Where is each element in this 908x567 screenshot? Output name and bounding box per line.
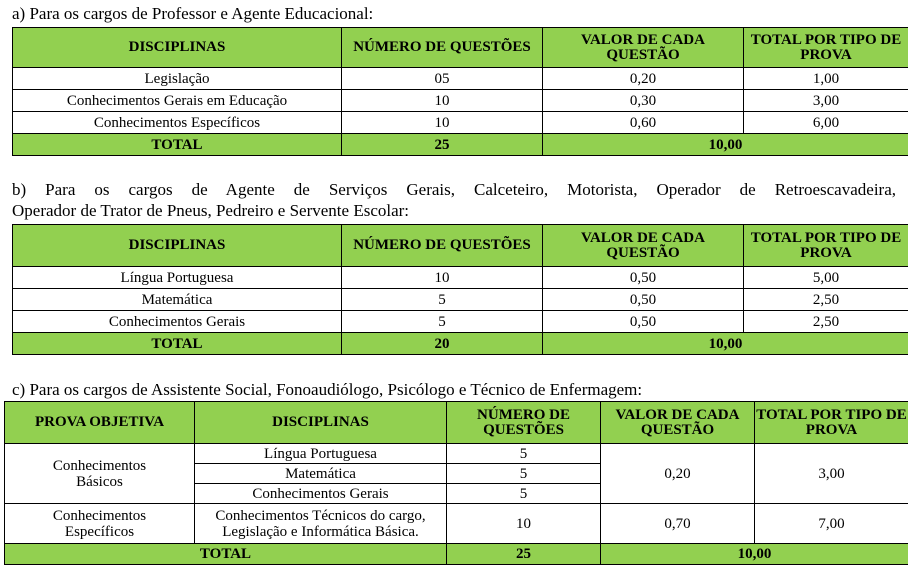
cell-total: 6,00 bbox=[744, 112, 908, 134]
header-total-prova: TOTAL POR TIPO DE PROVA bbox=[744, 28, 908, 68]
total-questoes: 25 bbox=[447, 544, 601, 565]
cell-questoes: 10 bbox=[447, 504, 601, 544]
table-row bbox=[13, 68, 908, 90]
header-prova-objetiva: PROVA OBJETIVA bbox=[5, 402, 195, 444]
table-c-header-row bbox=[5, 402, 908, 444]
cell-total: 3,00 bbox=[744, 90, 908, 112]
total-row bbox=[13, 333, 908, 355]
total-label: TOTAL bbox=[5, 544, 447, 565]
header-disciplinas: DISCIPLINAS bbox=[13, 225, 342, 267]
cell-total: 1,00 bbox=[744, 68, 908, 90]
cell-valor: 0,20 bbox=[601, 444, 755, 504]
cell-disciplina: Conhecimentos Gerais bbox=[13, 311, 342, 333]
cell-disciplina: Conhecimentos Gerais em Educação bbox=[13, 90, 342, 112]
total-valor: 10,00 bbox=[601, 544, 908, 565]
cell-total: 2,50 bbox=[744, 289, 908, 311]
cell-total: 2,50 bbox=[744, 311, 908, 333]
total-row bbox=[13, 134, 908, 156]
cell-valor: 0,60 bbox=[543, 112, 744, 134]
section-b-caption-line1: b) Para os cargos de Agente de Serviços Gerais, Calceteiro, Motorista, Operador de Retroescavadeira, bbox=[12, 180, 896, 199]
header-numero-questoes: NÚMERO DE QUESTÕES bbox=[342, 225, 543, 267]
cell-disciplina: Conhecimentos Técnicos do cargo, Legislação e Informática Básica. bbox=[195, 504, 447, 544]
total-questoes: 25 bbox=[342, 134, 543, 156]
cell-disciplina: Legislação bbox=[13, 68, 342, 90]
table-c bbox=[4, 401, 908, 565]
table-row bbox=[13, 311, 908, 333]
cell-questoes: 5 bbox=[447, 464, 601, 484]
cell-valor: 0,50 bbox=[543, 289, 744, 311]
header-total-prova: TOTAL POR TIPO DE PROVA bbox=[755, 402, 908, 444]
cell-valor: 0,30 bbox=[543, 90, 744, 112]
header-valor-questao: VALOR DE CADA QUESTÃO bbox=[601, 402, 755, 444]
section-c-caption: c) Para os cargos de Assistente Social, Fonoaudiólogo, Psicólogo e Técnico de Enfermagem: bbox=[12, 380, 643, 399]
cell-valor: 0,20 bbox=[543, 68, 744, 90]
header-disciplinas: DISCIPLINAS bbox=[195, 402, 447, 444]
cell-questoes: 10 bbox=[342, 112, 543, 134]
header-numero-questoes: NÚMERO DE QUESTÕES bbox=[342, 28, 543, 68]
cell-prova-especificos: Conhecimentos Específicos bbox=[5, 504, 195, 544]
table-row bbox=[13, 112, 908, 134]
table-row bbox=[13, 90, 908, 112]
cell-disciplina: Matemática bbox=[195, 464, 447, 484]
total-label: TOTAL bbox=[13, 134, 342, 156]
cell-disciplina: Língua Portuguesa bbox=[13, 267, 342, 289]
cell-disciplina: Conhecimentos Específicos bbox=[13, 112, 342, 134]
cell-valor: 0,70 bbox=[601, 504, 755, 544]
table-b-header-row bbox=[13, 225, 908, 267]
header-valor-questao: VALOR DE CADA QUESTÃO bbox=[543, 225, 744, 267]
cell-questoes: 5 bbox=[342, 289, 543, 311]
total-row bbox=[5, 544, 908, 565]
cell-questoes: 5 bbox=[447, 444, 601, 464]
header-disciplinas: DISCIPLINAS bbox=[13, 28, 342, 68]
cell-disciplina: Língua Portuguesa bbox=[195, 444, 447, 464]
cell-total: 3,00 bbox=[755, 444, 908, 504]
cell-questoes: 10 bbox=[342, 267, 543, 289]
total-label: TOTAL bbox=[13, 333, 342, 355]
table-a bbox=[12, 27, 908, 156]
table-row bbox=[13, 289, 908, 311]
header-valor-questao: VALOR DE CADA QUESTÃO bbox=[543, 28, 744, 68]
total-valor: 10,00 bbox=[543, 134, 908, 156]
table-row bbox=[5, 504, 908, 544]
cell-questoes: 5 bbox=[342, 311, 543, 333]
table-row bbox=[13, 267, 908, 289]
header-numero-questoes: NÚMERO DE QUESTÕES bbox=[447, 402, 601, 444]
cell-questoes: 05 bbox=[342, 68, 543, 90]
cell-questoes: 5 bbox=[447, 484, 601, 504]
cell-disciplina: Matemática bbox=[13, 289, 342, 311]
section-b-caption-line2: Operador de Trator de Pneus, Pedreiro e Servente Escolar: bbox=[12, 201, 410, 220]
section-a-caption: a) Para os cargos de Professor e Agente Educacional: bbox=[12, 4, 374, 23]
cell-total: 7,00 bbox=[755, 504, 908, 544]
cell-total: 5,00 bbox=[744, 267, 908, 289]
cell-valor: 0,50 bbox=[543, 267, 744, 289]
header-total-prova: TOTAL POR TIPO DE PROVA bbox=[744, 225, 908, 267]
cell-questoes: 10 bbox=[342, 90, 543, 112]
table-row bbox=[5, 444, 908, 464]
cell-prova-basicos: Conhecimentos Básicos bbox=[5, 444, 195, 504]
table-a-header-row bbox=[13, 28, 908, 68]
total-valor: 10,00 bbox=[543, 333, 908, 355]
total-questoes: 20 bbox=[342, 333, 543, 355]
table-b bbox=[12, 224, 908, 355]
cell-disciplina: Conhecimentos Gerais bbox=[195, 484, 447, 504]
cell-valor: 0,50 bbox=[543, 311, 744, 333]
